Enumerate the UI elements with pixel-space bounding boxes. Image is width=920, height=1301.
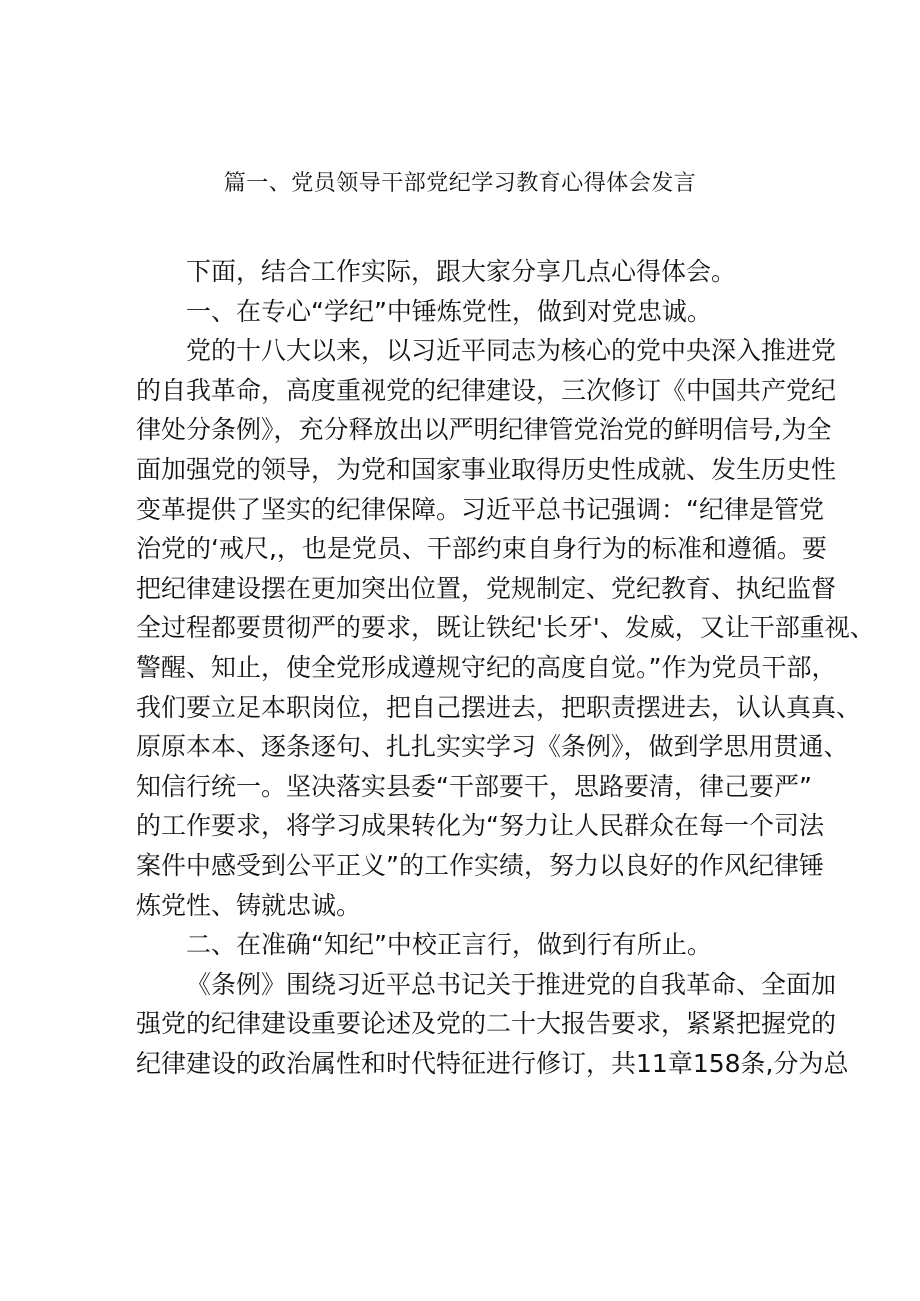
paragraph-line: 知信行统一。坚决落实县委“干部要干，思路要清，律己要严” — [136, 771, 812, 801]
document-body — [136, 252, 875, 1083]
paragraph-line: 面加强党的领导，为党和国家事业取得历史性成就、发生历史性 — [136, 454, 837, 484]
paragraph-line: 纪律建设的政治属性和时代特征进行修订，共11章158条,分为总 — [136, 1048, 849, 1078]
paragraph-line: 警醒、知止，使全党形成遵规守纪的高度自觉。”作为党员干部， — [136, 652, 837, 682]
paragraph-line: 治党的‘戒尺,，也是党员、干部约束自身行为的标准和遵循。要 — [136, 534, 827, 564]
paragraph-line: 的自我革命，高度重视党的纪律建设，三次修订《中国共产党纪 — [136, 375, 837, 405]
paragraph-line: 党的十八大以来，以习近平同志为核心的党中央深入推进党 — [186, 336, 837, 366]
document-title: 篇一、党员领导干部党纪学习教育心得体会发言 — [223, 171, 697, 196]
paragraph-line: 炼党性、铸就忠诚。 — [136, 890, 362, 920]
paragraph-line: 全过程都要贯彻严的要求，既让铁纪'长牙'、发威，又让干部重视、 — [136, 613, 875, 643]
paragraph-line: 律处分条例》，充分释放出以严明纪律管党治党的鲜明信号,为全 — [136, 415, 832, 445]
paragraph-line: 下面，结合工作实际，跟大家分享几点心得体会。 — [186, 257, 737, 286]
paragraph-line: 的工作要求，将学习成果转化为“努力让人民群众在每一个司法 — [136, 811, 824, 841]
paragraph — [136, 925, 802, 965]
paragraph-line: 二、在准确“知纪”中校正言行，做到行有所止。 — [186, 930, 712, 960]
paragraph-line: 原原本本、逐条逐句、扎扎实实学习《条例》，做到学思用贯通、 — [136, 732, 849, 762]
paragraph-line: 变革提供了坚实的纪律保障。习近平总书记强调：“纪律是管党 — [136, 494, 824, 524]
paragraph — [136, 965, 849, 1084]
paragraph-line: 把纪律建设摆在更加突出位置，党规制定、党纪教育、执纪监督 — [136, 573, 837, 603]
paragraph-line: 一、在专心“学纪”中锤炼党性，做到对党忠诚。 — [186, 296, 712, 326]
paragraph — [136, 292, 802, 332]
paragraph — [136, 331, 875, 925]
paragraph — [136, 252, 802, 292]
paragraph-line: 《条例》围绕习近平总书记关于推进党的自我革命、全面加 — [186, 969, 837, 999]
paragraph-line: 强党的纪律建设重要论述及党的二十大报告要求，紧紧把握党的 — [136, 1009, 837, 1039]
paragraph-line: 我们要立足本职岗位，把自己摆进去，把职责摆进去，认认真真、 — [136, 692, 862, 722]
paragraph-line: 案件中感受到公平正义”的工作实绩，努力以良好的作风纪律锤 — [136, 850, 824, 880]
